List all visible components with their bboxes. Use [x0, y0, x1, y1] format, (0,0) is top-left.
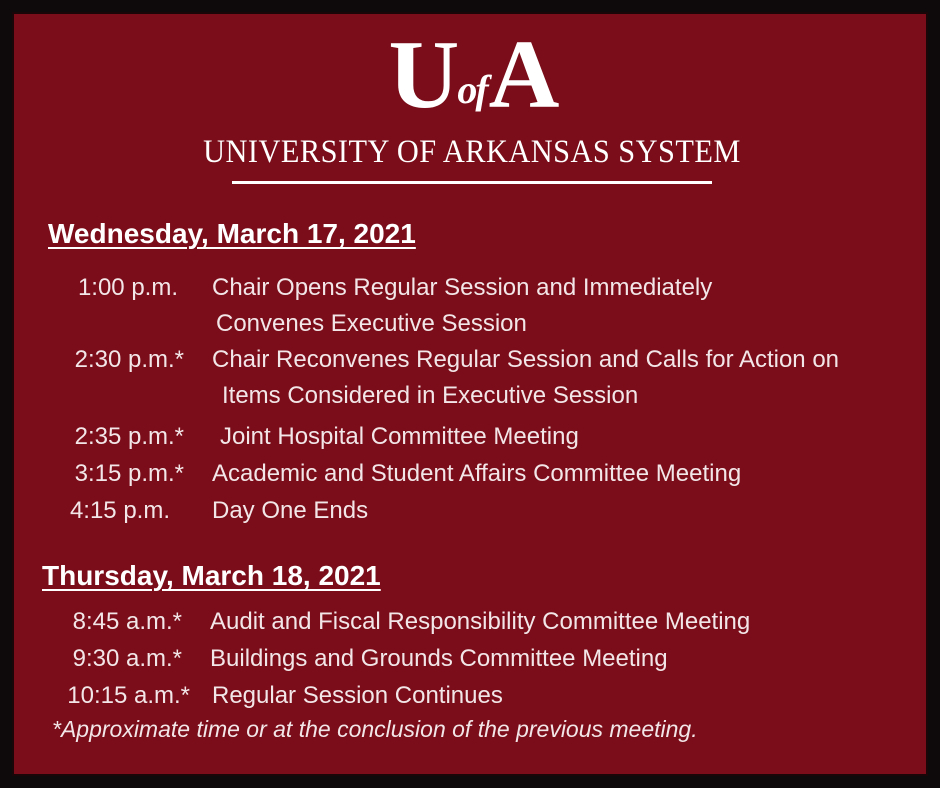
schedule-time: 2:30 p.m.* — [74, 346, 184, 373]
agenda-card — [12, 12, 928, 776]
logo-letter-u: U — [388, 21, 456, 129]
schedule-description-line2: Convenes Executive Session — [216, 310, 527, 337]
schedule-description-line1: Chair Opens Regular Session and Immediately — [212, 274, 713, 301]
logo-letter-a: A — [488, 21, 556, 129]
day-heading-thursday: Thursday, March 18, 2021 — [42, 560, 381, 591]
schedule-time: 4:15 p.m. — [69, 497, 170, 524]
schedule-description: Academic and Student Affairs Committee Meeting — [212, 460, 742, 487]
university-logo — [14, 21, 930, 171]
day-heading-wednesday: Wednesday, March 17, 2021 — [48, 218, 416, 249]
schedule-description-line2: Items Considered in Executive Session — [222, 382, 639, 409]
schedule-description: Day One Ends — [212, 497, 369, 524]
schedule-description: Regular Session Continues — [212, 682, 503, 709]
logo-wordmark: UNIVERSITY OF ARKANSAS SYSTEM — [203, 134, 741, 170]
schedule-description: Audit and Fiscal Responsibility Committee Meeting — [210, 608, 751, 635]
logo-letters-of: of — [457, 67, 487, 112]
schedule-description: Joint Hospital Committee Meeting — [220, 423, 579, 450]
schedule-description: Buildings and Grounds Committee Meeting — [210, 645, 668, 672]
footnote: *Approximate time or at the conclusion of the previous meeting. — [52, 716, 698, 742]
schedule-time: 3:15 p.m.* — [74, 460, 184, 487]
schedule-description-line1: Chair Reconvenes Regular Session and Calls for Action on — [212, 346, 840, 373]
schedule-time: 1:00 p.m. — [77, 274, 178, 301]
logo-mark — [388, 21, 556, 129]
schedule-description — [212, 342, 839, 414]
schedule-time: 9:30 a.m.* — [72, 645, 182, 672]
schedule-time: 2:35 p.m.* — [74, 423, 184, 450]
logo-divider — [232, 181, 712, 184]
schedule-description — [212, 270, 712, 342]
schedule-time: 8:45 a.m.* — [72, 608, 182, 635]
schedule-time: 10:15 a.m.* — [67, 682, 190, 709]
